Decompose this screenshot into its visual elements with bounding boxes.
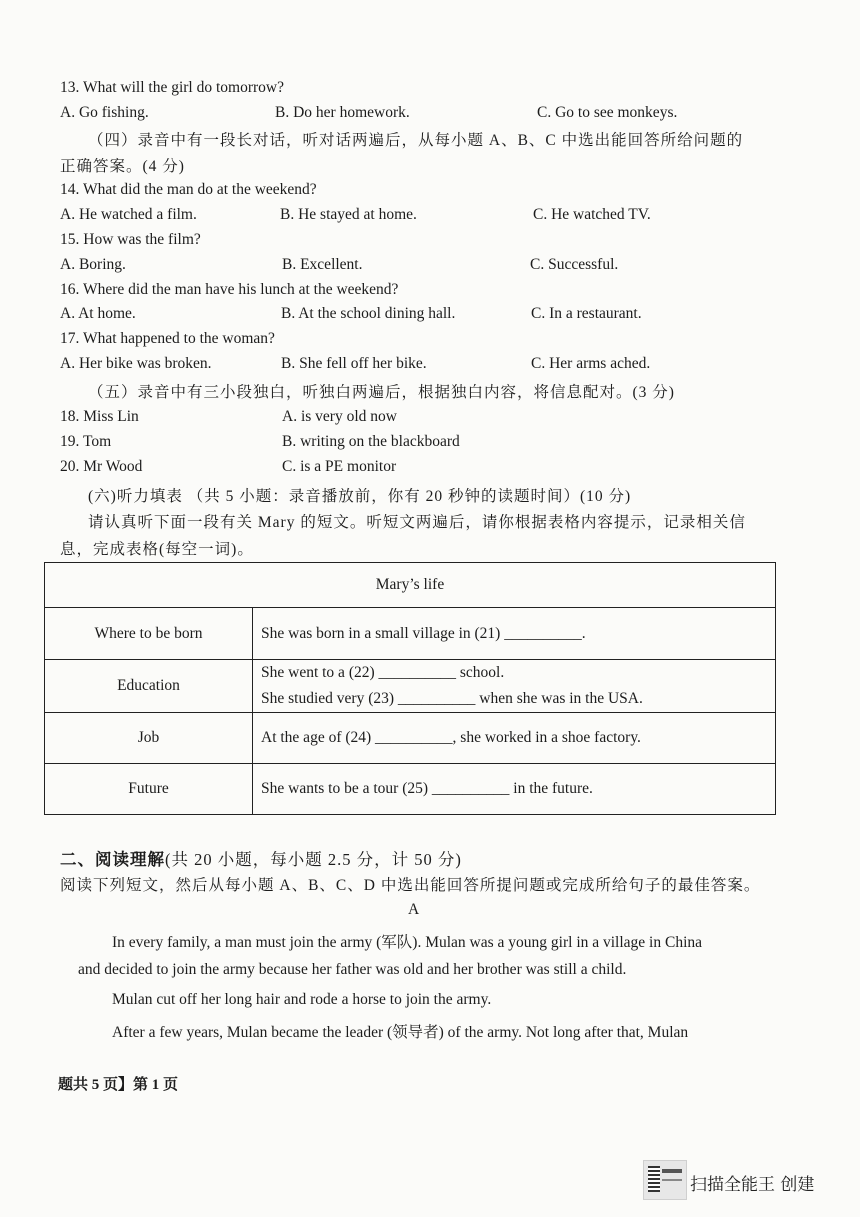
match-right-b: B. writing on the blackboard [282, 433, 460, 450]
q13-option-b: B. Do her homework. [275, 104, 410, 121]
part-2-subtitle: (共 20 小题，每小题 2.5 分，计 50 分) [165, 850, 462, 869]
blank-21-line: She was born in a small village in (21) __________. [261, 624, 586, 642]
page-number: 题共 5 页】第 1 页 [58, 1077, 179, 1093]
logo-mark-sub [662, 1179, 682, 1181]
table-row-value [253, 713, 776, 764]
match-left-19: 19. Tom [60, 433, 112, 450]
match-left-18: 18. Miss Lin [60, 408, 139, 425]
q14-option-b: B. He stayed at home. [280, 206, 417, 223]
table-row [45, 713, 776, 764]
table-row-label: Education [45, 660, 253, 713]
section-5-instruction: （五）录音中有三小段独白，听独白两遍后，根据独白内容，将信息配对。(3 分) [88, 384, 675, 401]
passage-a-line-2: and decided to join the army because her father was old and her brother was still a child. [78, 961, 627, 978]
question-14: 14. What did the man do at the weekend? [60, 181, 317, 198]
q15-option-b: B. Excellent. [282, 256, 363, 273]
table-title: Mary’s life [45, 563, 776, 608]
q13-option-c: C. Go to see monkeys. [537, 104, 678, 121]
q14-option-c: C. He watched TV. [533, 206, 651, 223]
question-17: 17. What happened to the woman? [60, 330, 275, 347]
section-6-heading: (六)听力填表 （共 5 小题：录音播放前，你有 20 秒钟的读题时间）(10 分) [88, 488, 632, 505]
logo-mark [662, 1169, 682, 1173]
table-row-label: Job [45, 713, 253, 764]
marys-life-table [44, 562, 776, 815]
qr-code-icon [648, 1166, 660, 1192]
q16-option-b: B. At the school dining hall. [281, 305, 456, 322]
q17-option-a: A. Her bike was broken. [60, 355, 212, 372]
question-13: 13. What will the girl do tomorrow? [60, 79, 284, 96]
blank-25-line: She wants to be a tour (25) __________ in the future. [261, 780, 593, 797]
q15-option-a: A. Boring. [60, 256, 126, 273]
match-right-c: C. is a PE monitor [282, 458, 397, 475]
q17-option-c: C. Her arms ached. [531, 355, 651, 372]
section-4-instruction-cont: 正确答案。(4 分) [60, 158, 185, 175]
passage-a-line-3: Mulan cut off her long hair and rode a horse to join the army. [112, 991, 492, 1008]
blank-24-line: At the age of (24) __________, she worked in a shoe factory. [261, 729, 641, 746]
table-row [45, 764, 776, 815]
passage-a-line-4: After a few years, Mulan became the leader (领导者) of the army. Not long after that, Mulan [112, 1024, 689, 1041]
table-row [45, 608, 776, 660]
q15-option-c: C. Successful. [530, 256, 619, 273]
camscanner-logo [643, 1160, 687, 1200]
scanner-watermark: 扫描全能王 创建 [690, 1175, 815, 1195]
table-row-value [253, 764, 776, 815]
section-6-instruction: 请认真听下面一段有关 Mary 的短文。听短文两遍后，请你根据表格内容提示，记录相关信 [88, 514, 746, 531]
q16-option-c: C. In a restaurant. [531, 305, 642, 322]
blank-23-line: She studied very (23) __________ when she was in the USA. [261, 690, 643, 707]
blank-22-line: She went to a (22) __________ school. [261, 664, 505, 681]
table-row-label: Where to be born [45, 608, 253, 660]
table-row [45, 660, 776, 713]
match-right-a: A. is very old now [282, 408, 397, 425]
q13-option-a: A. Go fishing. [60, 104, 149, 121]
part-2-heading [60, 846, 462, 870]
table-title-row [45, 563, 776, 608]
part-2-instruction: 阅读下列短文，然后从每小题 A、B、C、D 中选出能回答所提问题或完成所给句子的最佳答案。 [60, 877, 761, 894]
question-15: 15. How was the film? [60, 231, 201, 248]
q16-option-a: A. At home. [60, 305, 136, 322]
passage-label: A [408, 901, 420, 918]
part-2-title: 二、阅读理解 [60, 850, 165, 869]
table-row-value [253, 608, 776, 660]
question-16: 16. Where did the man have his lunch at the weekend? [60, 281, 399, 298]
section-4-instruction: （四）录音中有一段长对话，听对话两遍后，从每小题 A、B、C 中选出能回答所给问题的 [88, 132, 744, 149]
section-6-instruction-cont: 息，完成表格(每空一词)。 [60, 541, 254, 558]
passage-a-line-1: In every family, a man must join the army (军队). Mulan was a young girl in a village in China [112, 934, 703, 951]
q14-option-a: A. He watched a film. [60, 206, 197, 223]
table-row-value [253, 660, 776, 713]
match-left-20: 20. Mr Wood [60, 458, 143, 475]
table-row-label: Future [45, 764, 253, 815]
q17-option-b: B. She fell off her bike. [281, 355, 427, 372]
